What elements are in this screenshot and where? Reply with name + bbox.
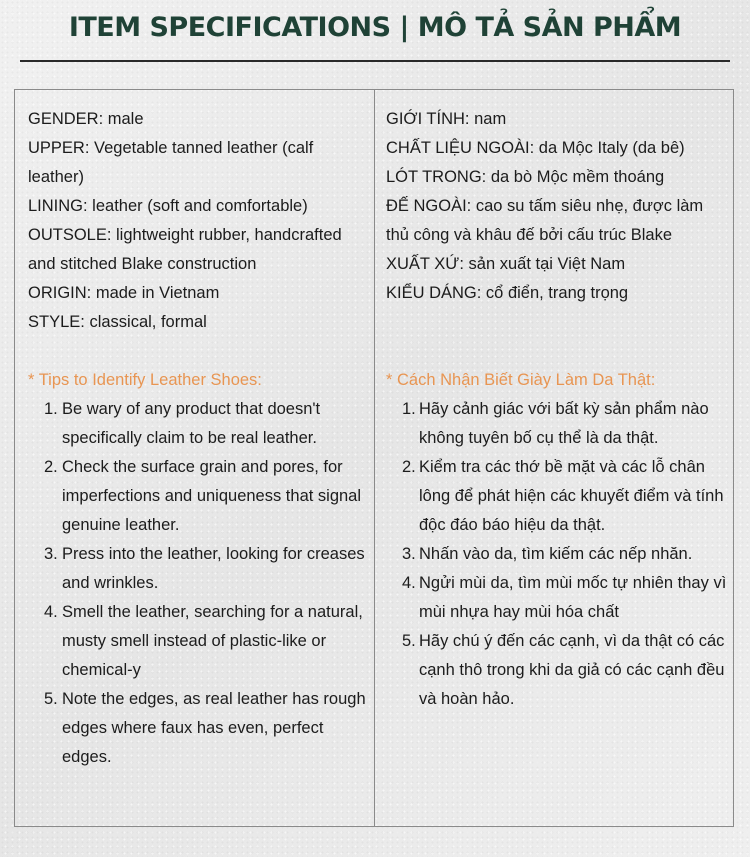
spec-xuat-xu: XUẤT XỨ: sản xuất tại Việt Nam — [386, 255, 626, 273]
list-number: 3. — [44, 545, 58, 563]
list-item-text: Nhấn vào da, tìm kiếm các nếp nhăn. — [419, 545, 693, 563]
list-item — [386, 540, 730, 569]
english-column — [28, 105, 368, 772]
column-divider — [374, 89, 375, 827]
tips-heading: * Cách Nhận Biết Giày Làm Da Thật: — [386, 371, 656, 389]
spec-outsole: OUTSOLE: lightweight rubber, handcrafted and stitched Blake construction — [28, 226, 342, 273]
list-item-text: Note the edges, as real leather has rough edges where faux has even, perfect edges. — [62, 690, 366, 766]
spec-gioi-tinh: GIỚI TÍNH: nam — [386, 110, 507, 128]
spec-style: STYLE: classical, formal — [28, 313, 207, 331]
list-item — [28, 598, 368, 685]
list-number: 1. — [402, 400, 416, 418]
list-item — [386, 453, 730, 540]
list-item-text: Smell the leather, searching for a natural, musty smell instead of plastic-like or chemical-y — [62, 603, 363, 679]
tips-heading: * Tips to Identify Leather Shoes: — [28, 371, 262, 389]
list-item-text: Press into the leather, looking for creases and wrinkles. — [62, 545, 365, 592]
title-underline — [20, 60, 730, 62]
spec-chat-lieu-ngoai: CHẤT LIỆU NGOÀI: da Mộc Italy (da bê) — [386, 139, 685, 157]
list-item — [28, 540, 368, 598]
list-item-text: Be wary of any product that doesn't specifically claim to be real leather. — [62, 400, 321, 447]
list-item — [386, 569, 730, 627]
vietnamese-spec-list — [386, 105, 730, 308]
list-item-text: Hãy cảnh giác với bất kỳ sản phẩm nào không tuyên bố cụ thể là da thật. — [419, 400, 709, 447]
list-number: 4. — [402, 574, 416, 592]
spec-lot-trong: LÓT TRONG: da bò Mộc mềm thoáng — [386, 168, 665, 186]
list-item — [28, 395, 368, 453]
page-title: ITEM SPECIFICATIONS | MÔ TẢ SẢN PHẨM — [68, 12, 682, 43]
tips-list — [28, 395, 368, 772]
spec-de-ngoai: ĐẾ NGOÀI: cao su tấm siêu nhẹ, được làm thủ công và khâu đế bởi cấu trúc Blake — [386, 197, 704, 244]
list-item — [386, 395, 730, 453]
section-gap — [28, 337, 368, 366]
list-item-text: Kiểm tra các thớ bề mặt và các lỗ chân lông để phát hiện các khuyết điểm và tính độc đáo báo hiệu da thật. — [419, 458, 724, 534]
list-number: 5. — [44, 690, 58, 708]
list-item — [28, 453, 368, 540]
spec-kieu-dang: KIỂU DÁNG: cổ điển, trang trọng — [386, 284, 629, 302]
vietnamese-column — [386, 105, 730, 714]
list-item-text: Check the surface grain and pores, for imperfections and uniqueness that signal genuine leather. — [62, 458, 362, 534]
spec-gender: GENDER: male — [28, 110, 144, 128]
english-spec-list — [28, 105, 368, 337]
spec-lining: LINING: leather (soft and comfortable) — [28, 197, 308, 215]
list-number: 5. — [402, 632, 416, 650]
spec-origin: ORIGIN: made in Vietnam — [28, 284, 220, 302]
list-item — [28, 685, 368, 772]
list-item-text: Hãy chú ý đến các cạnh, vì da thật có các cạnh thô trong khi da giả có các cạnh đều và hoàn hảo. — [419, 632, 725, 708]
list-number: 4. — [44, 603, 58, 621]
list-number: 2. — [44, 458, 58, 476]
list-item-text: Ngửi mùi da, tìm mùi mốc tự nhiên thay vì mùi nhựa hay mùi hóa chất — [419, 574, 727, 621]
list-number: 3. — [402, 545, 416, 563]
tips-list — [386, 395, 730, 714]
section-gap — [386, 308, 730, 366]
list-item — [386, 627, 730, 714]
list-number: 1. — [44, 400, 58, 418]
list-number: 2. — [402, 458, 416, 476]
spec-upper: UPPER: Vegetable tanned leather (calf leather) — [28, 139, 314, 186]
